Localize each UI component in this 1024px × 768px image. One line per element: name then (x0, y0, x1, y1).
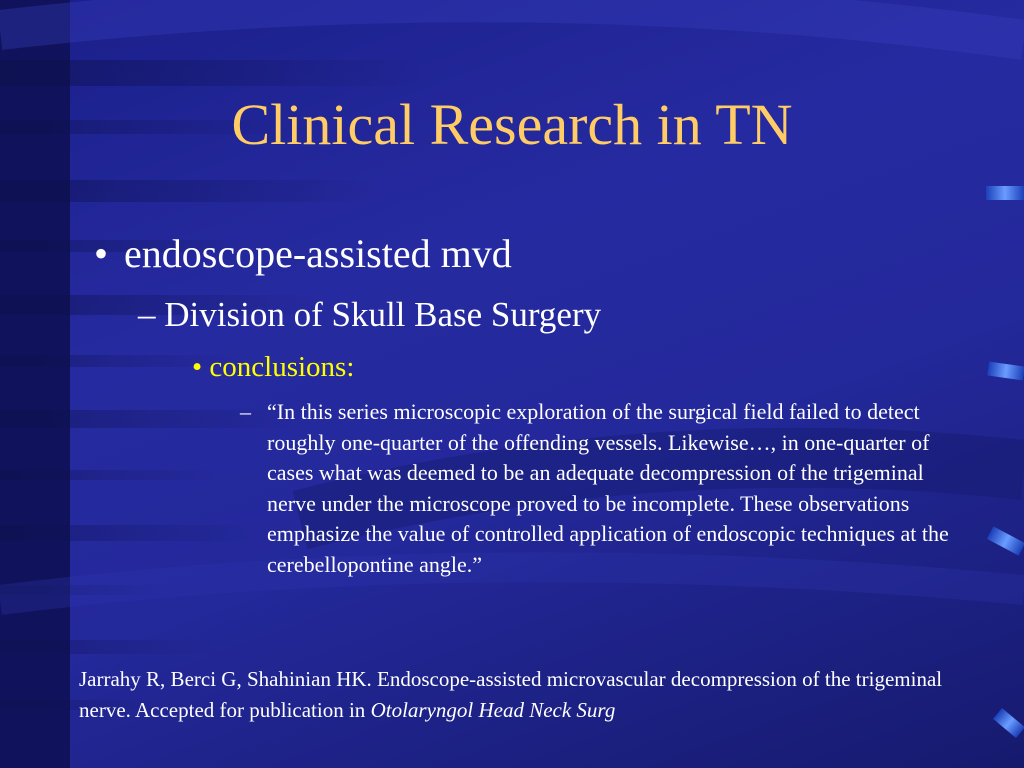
bullet-level-4-quote (240, 397, 950, 580)
bullet-text: Division of Skull Base Surgery (164, 295, 602, 334)
dash-marker: – (138, 295, 156, 334)
bullet-text: conclusions: (209, 351, 355, 383)
bullet-level-3 (192, 352, 354, 384)
bullet-marker: • (94, 231, 109, 276)
dash-marker: – (240, 399, 251, 424)
citation (79, 664, 979, 726)
bullet-marker: • (192, 351, 203, 383)
bullet-text: endoscope-assisted mvd (124, 231, 512, 276)
citation-authors: Jarrahy R, Berci G, Shahinian HK. Endoscope-assisted microvascular decompression of the trigeminal nerve. Accepted for publication in (79, 667, 943, 722)
citation-journal: Otolaryngol Head Neck Surg (370, 698, 616, 722)
bullet-level-1 (94, 232, 512, 276)
slide-title: Clinical Research in TN (231, 92, 793, 157)
quote-text: “In this series microscopic exploration of the surgical field failed to detect roughly one-quarter of the offending vessels. Likewise…, in one-quarter of cases what was deemed to be an adequate decompression of the trigeminal nerve under the microscope proved to be incomplete. These observations emphasize the value of controlled application of endoscopic techniques at the cerebellopontine angle.” (267, 399, 949, 577)
bullet-level-2 (138, 296, 601, 335)
